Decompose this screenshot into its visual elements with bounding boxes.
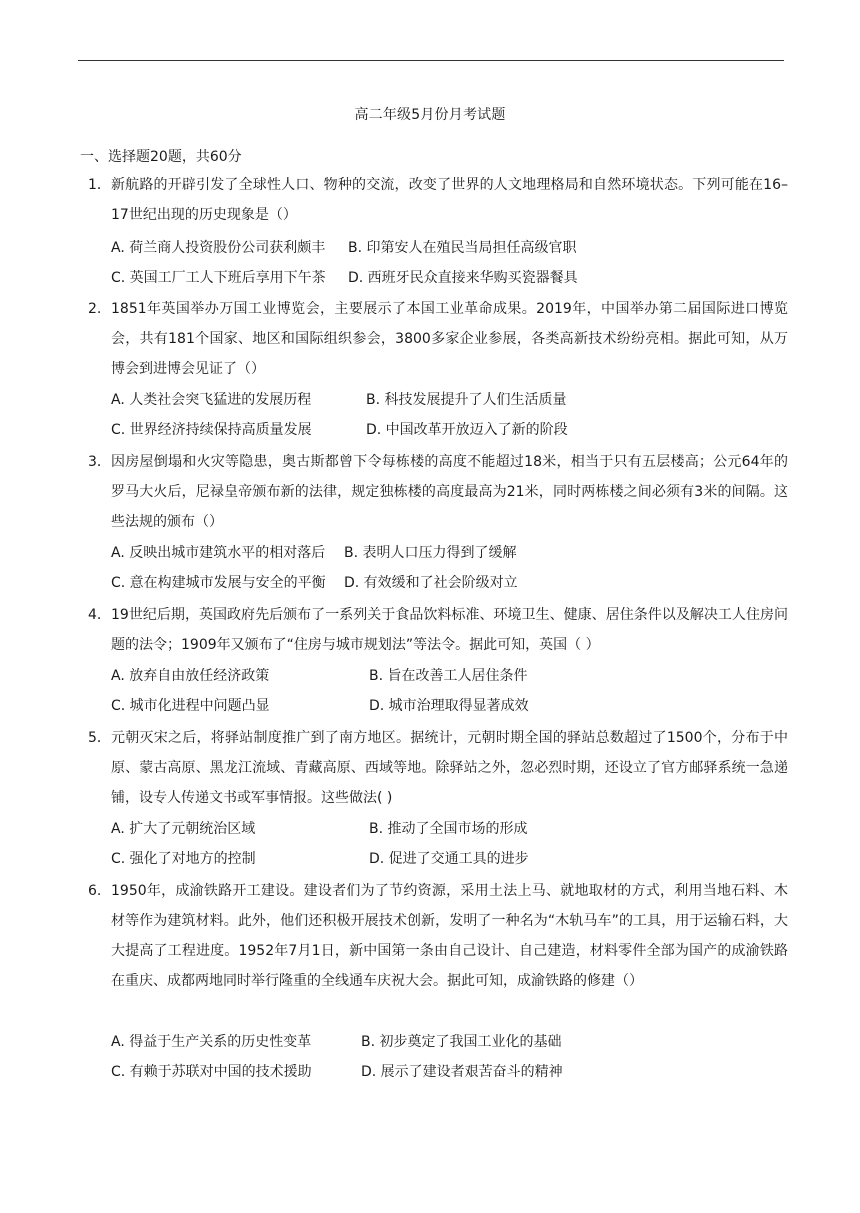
options-row	[111, 1057, 791, 1087]
question-number: 5．	[88, 730, 111, 746]
options-row	[111, 538, 791, 568]
question-3	[88, 447, 788, 537]
question-number: 2.	[88, 301, 102, 317]
question-number: 1．	[88, 177, 111, 193]
option-a[interactable]: A. 得益于生产关系的历史性变革	[111, 1034, 312, 1050]
options-row	[111, 233, 791, 263]
option-a[interactable]: A. 扩大了元朝统治区域	[111, 821, 256, 837]
question-6	[88, 876, 788, 996]
option-d[interactable]: D. 有效缓和了社会阶级对立	[344, 575, 518, 591]
option-d[interactable]: D. 展示了建设者艰苦奋斗的精神	[361, 1064, 563, 1080]
option-c[interactable]: C. 英国工厂工人下班后享用下午茶	[111, 270, 326, 286]
question-1	[88, 170, 788, 230]
question-stem: 因房屋倒塌和火灾等隐患，奥古斯都曾下令每栋楼的高度不能超过18米，相当于只有五层楼高；公元64年的罗马大火后，尼禄皇帝颁布新的法律，规定独栋楼的高度最高为21米，同时两栋楼之间必须有3米的间隔。这些法规的颁布（）	[111, 454, 788, 530]
page-title: 高二年级5月份月考试题	[354, 107, 506, 123]
option-b[interactable]: B. 旨在改善工人居住条件	[369, 668, 528, 684]
option-a[interactable]: A. 人类社会突飞猛进的发展历程	[111, 392, 312, 408]
options-row	[111, 814, 791, 844]
option-c[interactable]: C. 城市化进程中问题凸显	[111, 698, 270, 714]
section-heading: 一、选择题20题，共60分	[80, 149, 242, 165]
option-b[interactable]: B. 科技发展提升了人们生活质量	[366, 392, 567, 408]
question-number: 3．	[88, 454, 111, 470]
option-b[interactable]: B. 推动了全国市场的形成	[369, 821, 528, 837]
question-stem: 19世纪后期，英国政府先后颁布了一系列关于食品饮料标准、环境卫生、健康、居住条件以及解决工人住房问题的法令；1909年又颁布了“住房与城市规划法”等法令。据此可知，英国（ ）	[111, 607, 788, 653]
option-c[interactable]: C. 强化了对地方的控制	[111, 851, 256, 867]
option-a[interactable]: A. 荷兰商人投资股份公司获利颇丰	[111, 240, 326, 256]
options-row	[111, 691, 791, 721]
options-row	[111, 568, 791, 598]
option-b[interactable]: B. 表明人口压力得到了缓解	[344, 545, 517, 561]
options-row	[111, 1027, 791, 1057]
option-c[interactable]: C. 世界经济持续保持高质量发展	[111, 422, 312, 438]
question-stem: 1950年，成渝铁路开工建设。建设者们为了节约资源，采用土法上马、就地取材的方式，利用当地石料、木材等作为建筑材料。此外，他们还积极开展技术创新，发明了一种名为“木轨马车”的工具，用于运输石料，大大提高了工程进度。1952年7月1日，新中国第一条由自己设计、自己建造，材料零件全部为国产的成渝铁路在重庆、成都两地同时举行隆重的全线通车庆祝大会。据此可知，成渝铁路的修建（）	[111, 883, 788, 989]
question-number: 4.	[88, 607, 102, 623]
option-b[interactable]: B. 初步奠定了我国工业化的基础	[361, 1034, 562, 1050]
options-row	[111, 415, 791, 445]
option-d[interactable]: D. 城市治理取得显著成效	[369, 698, 529, 714]
question-number: 6.	[88, 883, 102, 899]
question-4	[88, 600, 788, 660]
options-row	[111, 661, 791, 691]
options-row	[111, 844, 791, 874]
option-d[interactable]: D. 促进了交通工具的进步	[369, 851, 529, 867]
question-stem: 1851年英国举办万国工业博览会，主要展示了本国工业革命成果。2019年，中国举办第二届国际进口博览会，共有181个国家、地区和国际组织参会，3800多家企业参展，各类高新技术纷纷亮相。据此可知，从万博会到进博会见证了（）	[111, 301, 788, 377]
question-5	[88, 723, 788, 813]
question-2	[88, 294, 788, 384]
header-rule	[78, 60, 784, 61]
options-row	[111, 385, 791, 415]
option-b[interactable]: B. 印第安人在殖民当局担任高级官职	[348, 240, 577, 256]
option-c[interactable]: C. 意在构建城市发展与安全的平衡	[111, 575, 326, 591]
option-d[interactable]: D. 西班牙民众直接来华购买瓷器餐具	[348, 270, 578, 286]
option-a[interactable]: A. 反映出城市建筑水平的相对落后	[111, 545, 326, 561]
option-a[interactable]: A. 放弃自由放任经济政策	[111, 668, 270, 684]
question-stem: 新航路的开辟引发了全球性人口、物种的交流，改变了世界的人文地理格局和自然环境状态。下列可能在16–17世纪出现的历史现象是（）	[111, 177, 788, 223]
options-row	[111, 263, 791, 293]
option-d[interactable]: D. 中国改革开放迈入了新的阶段	[366, 422, 568, 438]
option-c[interactable]: C. 有赖于苏联对中国的技术援助	[111, 1064, 312, 1080]
question-stem: 元朝灭宋之后，将驿站制度推广到了南方地区。据统计，元朝时期全国的驿站总数超过了1500个，分布于中原、蒙古高原、黑龙江流域、青藏高原、西域等地。除驿站之外，忽必烈时期，还设立了官方邮驿系统一急递铺，设专人传递文书或军事情报。这些做法( )	[111, 730, 788, 806]
